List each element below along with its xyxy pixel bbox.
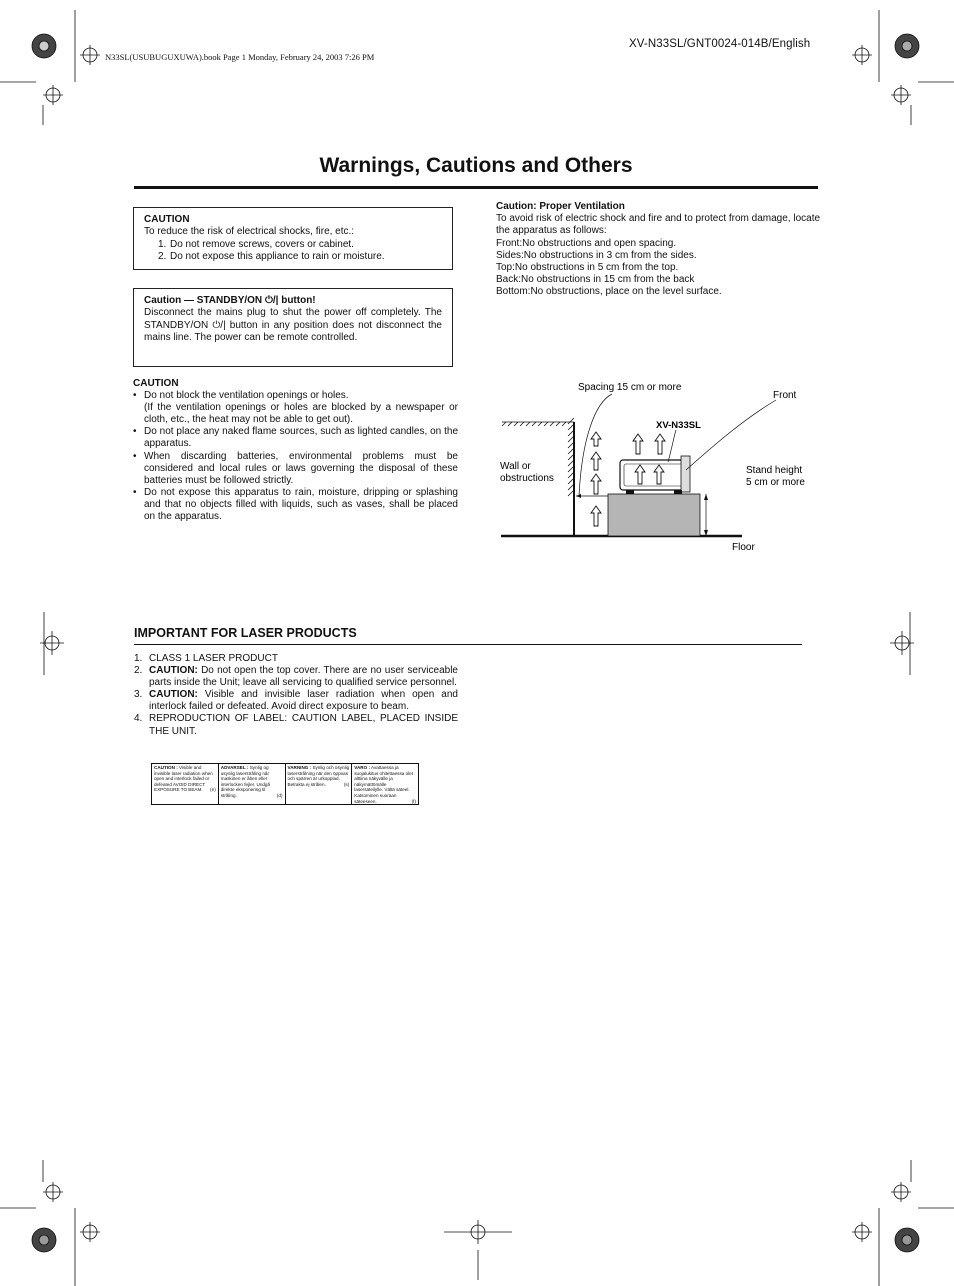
power-standby-icon: ⏻/| (264, 295, 279, 306)
book-info-line: N33SL(USUBUGUXUWA).book Page 1 Monday, February 24, 2003 7:26 PM (105, 52, 375, 62)
standby-box-heading: Caution — STANDBY/ON ⏻/| button! (144, 295, 316, 306)
list-item: 3. CAUTION: Visible and invisible laser radiation when open and interlock failed or defeated. Avoid direct exposure to beam. (134, 689, 458, 713)
list-item: • Do not expose this apparatus to rain, moisture, dripping or splashing and that no objects filled with liquids, such as vases, shall be placed on the apparatus. (133, 487, 458, 523)
laser-rule (134, 644, 802, 645)
diagram-label-model: XV-N33SL (656, 420, 701, 431)
crop-mark-icon (40, 612, 64, 675)
crop-mark-icon (890, 612, 914, 675)
standby-caution-box (133, 288, 453, 367)
laser-caution-label (151, 763, 419, 805)
label-cell-finnish: VARO : Avattaessa ja suojalukitus ohitettaessa olet alttiina näkyvälle ja näkymättömälle lasersäteilylle. Vältä säteel. Katsominen suoraan säteeseen. (f) (354, 765, 416, 804)
label-cell-english: CAUTION : Visible and invisible laser radiation when open and interlock failed or defeated AVOID DIRECT EXPOSURE TO BEAM. (e) (152, 764, 219, 804)
crop-mark-icon (0, 1160, 100, 1286)
diagram-label-obstructions: obstructions (500, 473, 554, 484)
list-item: • Do not block the ventilation openings or holes. (If the ventilation openings or holes are blocked by a newspaper or cloth, etc., the heat may not be able to get out). (133, 390, 458, 426)
crop-mark-icon (0, 10, 100, 125)
ventilation-line: Back:No obstructions in 15 cm from the back (496, 274, 695, 286)
airflow-arrow-icon (655, 434, 665, 454)
page-title: Warnings, Cautions and Others (319, 154, 633, 177)
ventilation-line: Top:No obstructions in 5 cm from the top. (496, 262, 679, 274)
ventilation-line: Sides:No obstructions in 3 cm from the sides. (496, 249, 697, 261)
ventilation-section (496, 201, 826, 299)
title-rule (134, 186, 818, 189)
list-item: • Do not place any naked flame sources, such as lighted candles, on the apparatus. (133, 426, 458, 450)
list-item: 1. CLASS 1 LASER PRODUCT (134, 653, 278, 664)
list-item-note: (If the ventilation openings or holes are blocked by a newspaper or cloth, etc., the heat may not be able to get out). (144, 402, 458, 426)
label-cell-swedish: VARNING : Synlig och osynlig laserstrålning när den öppnas och spärren är urkopplad. Betrakta ej strålen. (s) (286, 764, 353, 804)
power-standby-icon: ⏻/| (212, 319, 226, 331)
list-item: 2. CAUTION: Do not open the top cover. There are no user serviceable parts inside the Unit; leave all servicing to qualified service personnel. (134, 665, 458, 689)
document-code: XV-N33SL/GNT0024-014B/English (629, 38, 811, 50)
ventilation-intro: To avoid risk of electric shock and fire and to protect from damage, locate the apparatus as follows: (496, 213, 821, 237)
caution-box-list (144, 239, 442, 264)
caution-box-intro: To reduce the risk of electrical shocks, fire, etc.: (144, 226, 355, 238)
diagram-label-stand-height: Stand height (746, 465, 803, 476)
list-item: 1. Do not remove screws, covers or cabinet. (158, 238, 354, 250)
diagram-label-wall: Wall or (500, 461, 531, 472)
crop-mark-icon (852, 10, 954, 125)
standby-box-body: Disconnect the mains plug to shut the power off completely. The STANDBY/ON ⏻/| button in any position does not disconnect the mains line. The power can be remote controlled. (144, 307, 442, 343)
crop-mark-icon (852, 1160, 954, 1286)
label-cell-danish: ADVARSEL : Synlig og usynlig laserstråling når maskinen er åben eller interlocken fejler. Undgå direkte eksponering til stråling. (d) (219, 764, 286, 804)
diagram-label-front: Front (773, 390, 797, 401)
caution-list-section (133, 378, 458, 523)
diagram-label-floor: Floor (732, 542, 755, 553)
diagram-label-stand-min: 5 cm or more (746, 477, 805, 488)
caution-box-heading: CAUTION (144, 214, 190, 225)
ventilation-heading: Caution: Proper Ventilation (496, 201, 625, 212)
caution-list-heading: CAUTION (133, 378, 179, 389)
airflow-arrow-icon (633, 434, 643, 454)
caution-box (133, 207, 453, 270)
airflow-arrow-icon (591, 474, 601, 494)
ventilation-line: Bottom:No obstructions, place on the level surface. (496, 286, 722, 298)
laser-heading: IMPORTANT FOR LASER PRODUCTS (134, 626, 357, 640)
airflow-arrow-icon (591, 432, 601, 446)
device-icon (620, 456, 690, 494)
ventilation-line: Front:No obstructions and open spacing. (496, 237, 677, 249)
list-item: 2. Do not expose this appliance to rain or moisture. (158, 250, 385, 262)
airflow-arrow-icon (591, 506, 601, 526)
list-item: • When discarding batteries, environmental problems must be considered and local rules or laws governing the disposal of these batteries must be followed strictly. (133, 451, 458, 487)
diagram-label-spacing: Spacing 15 cm or more (578, 382, 682, 393)
crop-mark-icon (444, 1220, 512, 1280)
list-item: 4. REPRODUCTION OF LABEL: CAUTION LABEL, PLACED INSIDE THE UNIT. (134, 713, 458, 737)
ventilation-diagram (496, 376, 826, 561)
airflow-arrow-icon (591, 452, 601, 470)
laser-list (134, 653, 458, 738)
